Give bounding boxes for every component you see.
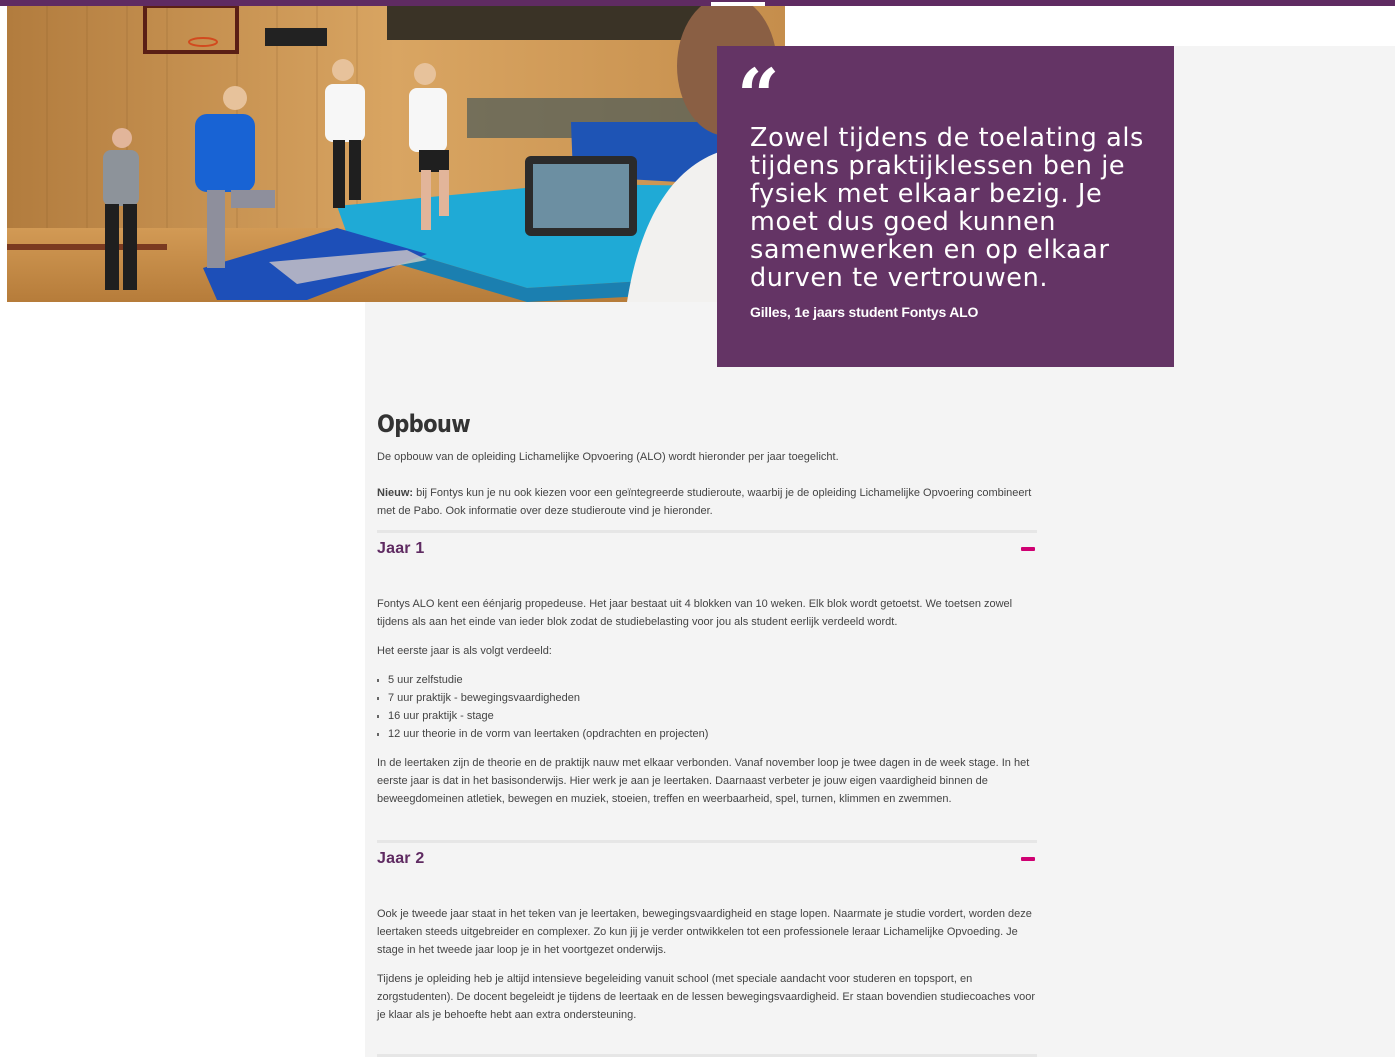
accordion-title-jaar-1[interactable]: Jaar 1 xyxy=(377,540,425,557)
jaar-1-paragraph-2: Het eerste jaar is als volgt verdeeld: xyxy=(377,645,552,657)
jaar-2-paragraph-2: Tijdens je opleiding heb je altijd intensieve begeleiding vanuit school (met speciale aandacht voor studeren en topsport, en zorgstudenten). De docent begeleidt je tijdens de leertaak en de lessen bewegingsvaardigheid. Er staan bovendien studiecoaches voor je klaar als je behoefte hebt aan extra ondersteuning. xyxy=(377,973,1035,1021)
jaar-1-hours-list xyxy=(377,671,1037,743)
list-item: 5 uur zelfstudie xyxy=(377,671,1037,689)
nieuw-label: Nieuw: xyxy=(377,487,414,499)
list-item: 7 uur praktijk - bewegingsvaardigheden xyxy=(377,689,1037,707)
collapse-minus-icon[interactable] xyxy=(1021,547,1035,551)
quote-card xyxy=(717,46,1174,367)
section-intro: De opbouw van de opleiding Lichamelijke Opvoering (ALO) wordt hieronder per jaar toegelicht. xyxy=(377,451,839,463)
section-title: Opbouw xyxy=(377,410,471,438)
accordion-header-jaar-1[interactable] xyxy=(377,533,1037,569)
jaar-2-paragraph-1: Ook je tweede jaar staat in het teken van je leertaken, bewegingsvaardigheid en stage lopen. Naarmate je studie vordert, worden deze leertaken steeds uitgebreider en complexer. Zo kun jij je verder ontwikkelen tot een professionele leraar Lichamelijke Opvoeding. Je stage in het tweede jaar loop je in het voortgezet onderwijs. xyxy=(377,908,1032,956)
accordion-jaar-1 xyxy=(377,530,1037,819)
list-item: 16 uur praktijk - stage xyxy=(377,707,1037,725)
hero-photo xyxy=(7,6,785,302)
accordion-jaar-2 xyxy=(377,840,1037,1035)
gym-scene-illustration xyxy=(7,6,785,302)
jaar-1-paragraph-1: Fontys ALO kent een éénjarig propedeuse. Het jaar bestaat uit 4 blokken van 10 weken. Elk blok wordt getoetst. We toetsen zowel tijdens als aan het einde van ieder blok zodat de studiebelasting voor jou als student eerlijk verdeeld wordt. xyxy=(377,598,1013,628)
accordion-header-jaar-2[interactable] xyxy=(377,843,1037,879)
opbouw-section xyxy=(377,406,1037,1021)
accordion-title-jaar-2[interactable]: Jaar 2 xyxy=(377,850,425,867)
quote-author: Gilles, 1e jaars student Fontys ALO xyxy=(750,304,979,320)
accordion-body-jaar-1 xyxy=(377,569,1037,808)
jaar-1-paragraph-3: In de leertaken zijn de theorie en de praktijk nauw met elkaar verbonden. Vanaf november loop je twee dagen in de week stage. In het eerste jaar is dat in het basisonderwijs. Hier werk je aan je leertaken. Daarnaast verbeter je jouw eigen vaardigheid binnen de beweegdomeinen atletiek, bewegen en muziek, stoeien, treffen en weerbaarheid, spel, turnen, klimmen en zwemmen. xyxy=(377,757,1030,805)
list-item: 12 uur theorie in de vorm van leertaken (opdrachten en projecten) xyxy=(377,725,1037,743)
nieuw-text: bij Fontys kun je nu ook kiezen voor een geïntegreerde studieroute, waarbij je de opleiding Lichamelijke Opvoering combineert met de Pabo. Ook informatie over deze studieroute vind je hieronder. xyxy=(377,487,1032,517)
quote-text: Zowel tijdens de toelating als tijdens praktijklessen ben je fysiek met elkaar bezig. Je moet dus goed kunnen samenwerken en op elkaar durven te vertrouwen. xyxy=(750,123,1144,293)
collapse-minus-icon[interactable] xyxy=(1021,857,1035,861)
accordion-body-jaar-2 xyxy=(377,879,1037,1024)
section-nieuw xyxy=(377,484,1037,520)
quote-mark-icon: “ xyxy=(737,54,780,140)
